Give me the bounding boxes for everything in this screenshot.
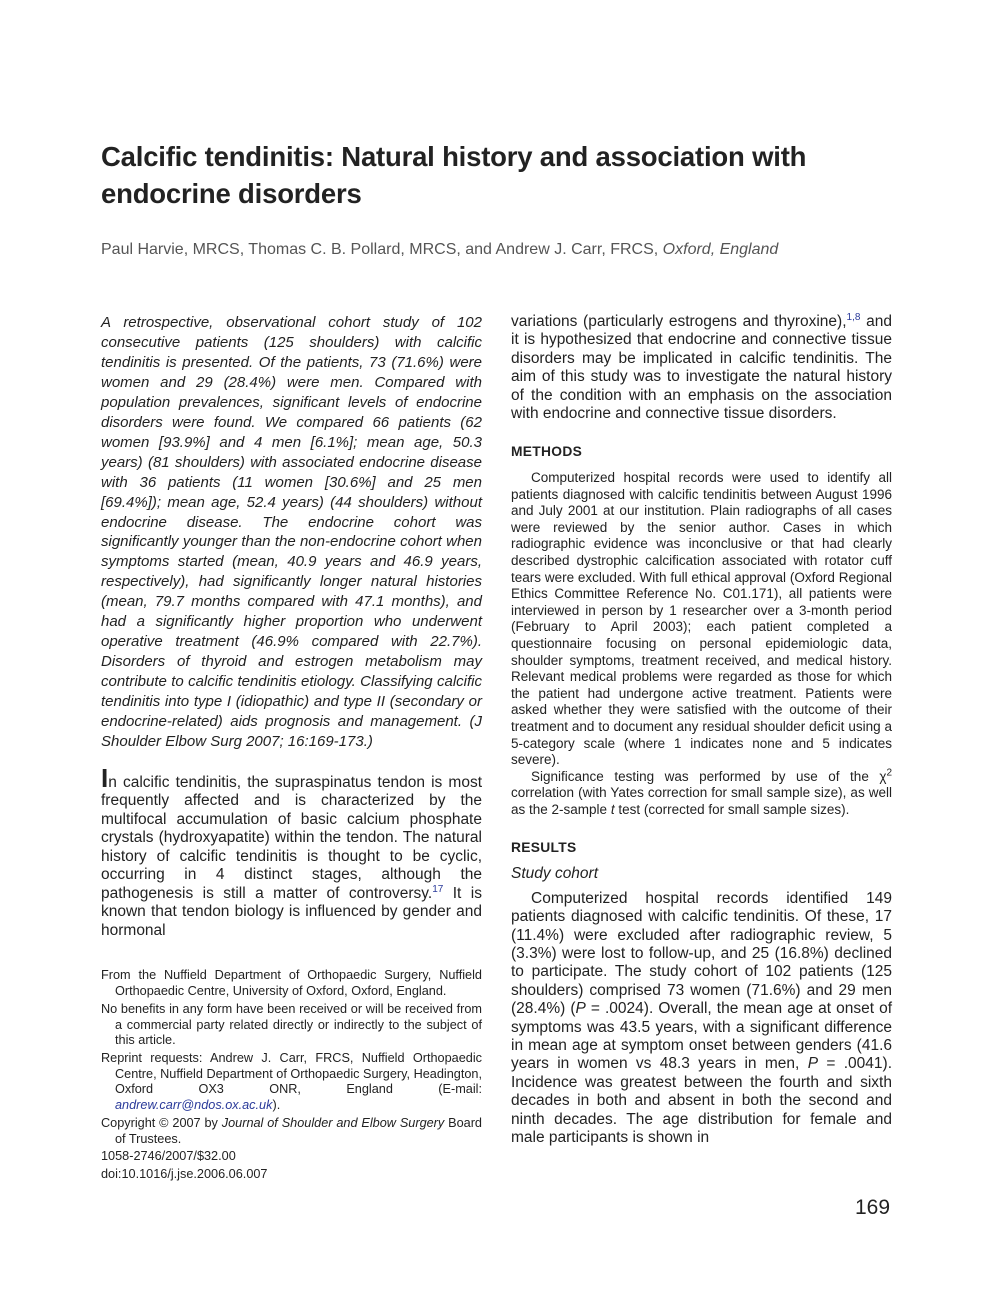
intro-text-2: It is known that tendon biology is influenced by gender and hormonal xyxy=(101,884,483,939)
results-text-c: = .0041). Incidence was greatest between the fourth and sixth decades in both and absent in both the second and ninth decades. The age distribution for female and male participants is shown in xyxy=(511,1055,893,1146)
continuation-text: variations (particularly estrogens and thyroxine), xyxy=(511,313,847,330)
copyright-suffix: Board of Trustees. xyxy=(115,1115,482,1146)
page-number: 169 xyxy=(855,1196,891,1219)
footnote-affiliation: From the Nuffield Department of Orthopaedic Surgery, Nuffield Orthopaedic Centre, University of Oxford, Oxford, England. xyxy=(101,968,482,999)
intro-continuation xyxy=(511,313,892,423)
results-heading: RESULTS xyxy=(511,839,577,855)
methods-p2-a: Significance testing was performed by use of the χ xyxy=(531,768,887,784)
methods-p2-b: correlation (with Yates correction for small sample size), as well as the 2-sample xyxy=(511,785,892,817)
footnotes xyxy=(101,968,482,1182)
right-column xyxy=(511,313,892,1147)
methods-p2-c: test (corrected for small sample sizes). xyxy=(614,801,850,817)
methods-paragraph-1: Computerized hospital records were used to identify all patients diagnosed with calcific tendinitis between August 1996 and July 2001 at our institution. Plain radiographs of all cases were reviewed by the senior author. Cases in which radiographic evidence was inconclusive or that had clearly described dystrophic calcification associated with rotator cuff tears were excluded. With full ethical approval (Oxford Regional Ethics Committee Reference No. C01.171), all patients were interviewed in person by 1 researcher over a 3-month period (February to April 2003); each patient completed a questionnaire focusing on personal epidemiologic data, shoulder symptoms, treatment received, and medical history. Relevant medical problems were regarded as those for which the patient had undergone active treatment. Patients were asked whether they were satisfied with the outcome of their treatment and to document any residual shoulder deficit using a 5-category scale (where 1 indicates none and 5 indicates severe). xyxy=(511,470,892,768)
abstract: A retrospective, observational cohort study of 102 consecutive patients (125 shoulders) with calcific tendinitis is presented. Of the patients, 73 (71.6%) were women and 29 (28.4%) were men. Compared with population prevalences, significant levels of endocrine disorders were found. We compared 66 patients (62 women [93.9%] and 4 men [6.1%]; mean age, 50.3 years) (81 shoulders) with associated endocrine disease with 36 patients (11 women [30.6%] and 25 men [69.4%]); mean age, 52.4 years) (44 shoulders) without endocrine disease. The endocrine cohort was significantly younger than the non-endocrine cohort when symptoms started (mean, 40.9 years and 46.9 years, respectively), had significantly longer natural histories (mean, 79.7 months compared with 47.1 months), and had a significantly higher proportion who underwent operative treatment (46.9% compared with 22.7%). Disorders of thyroid and estrogen metabolism may contribute to calcific tendinitis etiology. Classifying calcific tendinitis into type I (idiopathic) and type II (secondary or endocrine-related) aids prognosis and management. (J Shoulder Elbow Surg 2007; 16:169-173.) xyxy=(101,314,482,751)
results-text-a: Computerized hospital records identified 149 patients diagnosed with calcific tendinitis. Of these, 17 (11.4%) were excluded after radiographic review, 5 (3.3%) were lost to follow-up, and 25 (16.8%) declined to participate. The study cohort of 102 patients (125 shoulders) comprised 73 women (71.6%) and 29 men (28.4%) ( xyxy=(511,889,892,1018)
email-link[interactable]: andrew.carr@ndos.ox.ac.uk xyxy=(115,1098,273,1113)
intro-text: n calcific tendinitis, the supraspinatus tendon is most frequently affected and is characterized by the multifocal accumulation of basic calcium phosphate crystals (hydroxyapatite) within the tendon. The natural history of calcific tendinitis is thought to be cyclic, occurring in 4 distinct stages, although the pathogenesis is still a matter of controversy. xyxy=(101,773,482,902)
chi-square-superscript: 2 xyxy=(886,767,892,779)
footnote-issn: 1058-2746/2007/$32.00 xyxy=(101,1149,236,1164)
continuation-text-2: and it is hypothesized that endocrine and connective tissue disorders may be implicated in calcific tendinitis. The aim of this study was to investigate the natural history of the condition with an emphasis on the association with endocrine and connective tissue disorders. xyxy=(511,313,892,423)
results-text-b: = .0024). Overall, the mean age at onset of symptoms was 43.5 years, with a significant difference in mean age at symptom onset between genders (41.6 years in women vs 48.3 years in men, xyxy=(511,1000,892,1073)
author-location: Oxford, England xyxy=(662,241,779,258)
results-subheading: Study cohort xyxy=(511,865,599,883)
reprint-text: Reprint requests: Andrew J. Carr, FRCS, Nuffield Orthopaedic Centre, Nuffield Department of Orthopaedic Surgery, Headington, Oxford OX3 ONR, England (E-mail: xyxy=(101,1050,482,1097)
footnote-reprint xyxy=(101,1051,482,1114)
copyright-prefix: Copyright © 2007 by xyxy=(101,1115,218,1130)
footnote-copyright xyxy=(101,1116,482,1147)
reference-link[interactable]: 17 xyxy=(432,883,444,895)
methods-heading: METHODS xyxy=(511,444,583,460)
p-value-italic: P xyxy=(575,1000,586,1018)
author-line xyxy=(101,241,901,259)
p-value-italic: P xyxy=(807,1055,819,1073)
journal-name: Journal of Shoulder and Elbow Surgery xyxy=(221,1115,445,1130)
methods-section xyxy=(511,470,892,818)
article-title: Calcific tendinitis: Natural history and association with endocrine disorders xyxy=(101,141,807,209)
footnote-doi[interactable]: doi:10.1016/j.jse.2006.06.007 xyxy=(101,1166,268,1181)
reprint-end: ). xyxy=(272,1098,281,1113)
t-test-italic: t xyxy=(610,801,615,817)
intro-paragraph xyxy=(101,762,483,941)
authors: Paul Harvie, MRCS, Thomas C. B. Pollard, MRCS, and Andrew J. Carr, FRCS, xyxy=(101,241,659,258)
left-column xyxy=(101,313,482,1185)
footnote-benefits: No benefits in any form have been received or will be received from a commercial party related directly or indirectly to the subject of this article. xyxy=(101,1001,482,1048)
results-paragraph xyxy=(511,890,892,1148)
methods-paragraph-2 xyxy=(511,769,892,819)
reference-link[interactable]: 1,8 xyxy=(846,311,861,323)
results-section xyxy=(511,890,892,1148)
drop-cap: I xyxy=(101,762,109,793)
